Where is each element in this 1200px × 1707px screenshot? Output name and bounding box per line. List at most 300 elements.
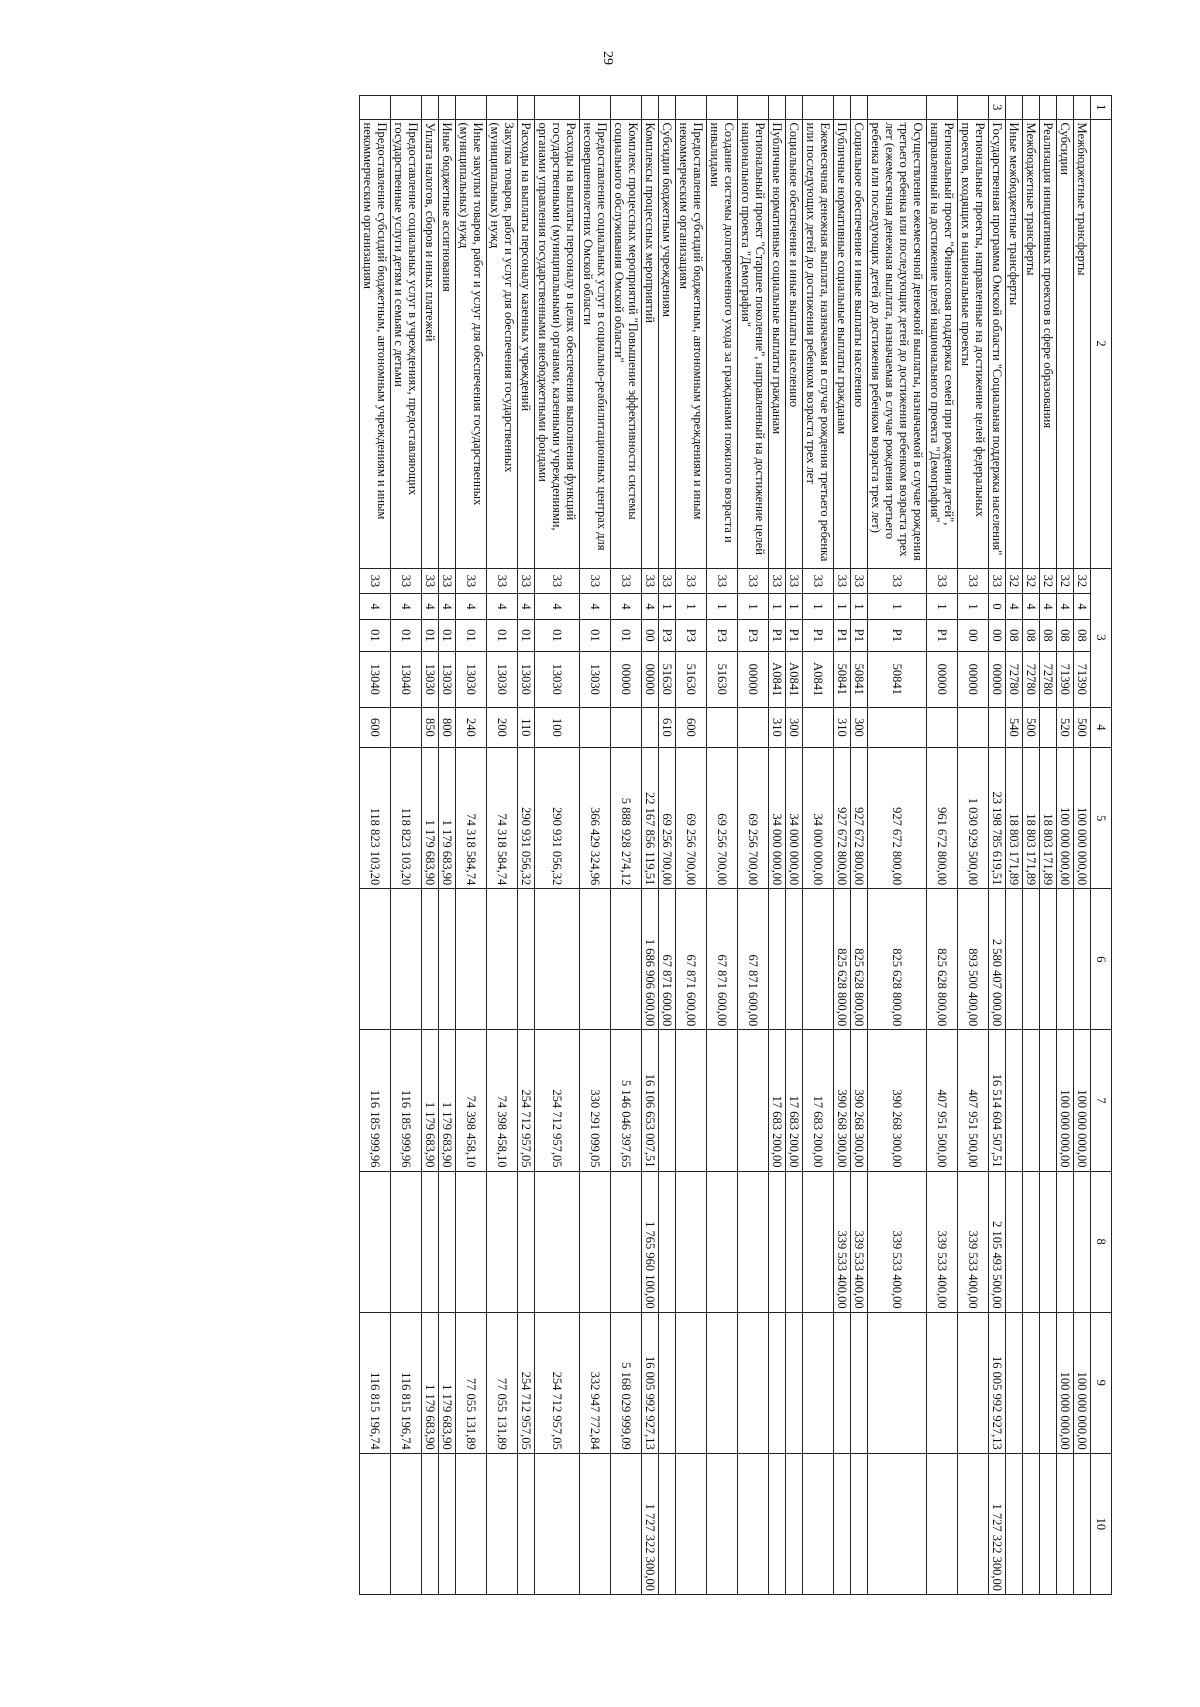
header-col-3: 3: [1091, 568, 1112, 707]
value-col-5: 927 672 800,00: [851, 748, 868, 889]
expense-type: [738, 707, 769, 748]
expense-type: [707, 707, 738, 748]
value-col-7: 1 179 683,90: [422, 1030, 439, 1171]
value-col-9: 77 055 131,89: [456, 1312, 487, 1453]
value-col-5: 74 318 584,74: [456, 748, 487, 889]
value-col-9: [803, 1312, 834, 1453]
row-name: Расходы на выплаты персоналу в целях обеспечения выполнения функций государственными (муниципальными) органами, казенными учреждениями, органами управления государственными внебюджетными фондами: [535, 119, 580, 568]
value-col-5: 69 256 700,00: [738, 748, 769, 889]
value-col-7: [1023, 1030, 1040, 1171]
value-col-5: 69 256 700,00: [676, 748, 707, 889]
value-col-7: 74 398 458,10: [456, 1030, 487, 1171]
value-col-5: 100 000 000,00: [1074, 748, 1091, 889]
value-col-5: 1 030 929 500,00: [958, 748, 989, 889]
value-col-6: 825 628 800,00: [868, 889, 927, 1030]
code-type: 1: [786, 594, 803, 620]
table-row: [518, 96, 535, 1595]
code-subprogram: P1: [803, 619, 834, 651]
row-name: Предоставление социальных услуг в учреждениях, предоставляющих государственные услуги детям и семьям с детьми: [391, 119, 422, 568]
value-col-7: [1006, 1030, 1023, 1171]
expense-type: [927, 707, 958, 748]
code-type: 4: [611, 594, 642, 620]
value-col-9: 116 815 196,74: [360, 1312, 391, 1453]
expense-type: 300: [851, 707, 868, 748]
value-col-5: 22 167 856 119,51: [642, 748, 659, 889]
value-col-7: 116 185 999,96: [360, 1030, 391, 1171]
value-col-6: [422, 889, 439, 1030]
value-col-10: [834, 1453, 851, 1594]
code-subprogram: 08: [1074, 619, 1091, 651]
row-name: Иные бюджетные ассигнования: [439, 119, 456, 568]
code-direction: 51630: [676, 651, 707, 707]
code-subprogram: 00: [989, 619, 1006, 651]
expense-type: [989, 707, 1006, 748]
row-number: [391, 96, 422, 120]
value-col-8: 339 533 400,00: [958, 1171, 989, 1312]
value-col-10: [391, 1453, 422, 1594]
table-row: [1023, 96, 1040, 1595]
value-col-8: [659, 1171, 676, 1312]
value-col-6: [1074, 889, 1091, 1030]
value-col-10: [422, 1453, 439, 1594]
row-name: Предоставление социальных услуг в социально-реабилитационных центрах для несовершеннолетних Омской области: [580, 119, 611, 568]
table-row: [439, 96, 456, 1595]
row-name: Региональный проект "Финансовая поддержка семей при рождении детей", направленный на достижение целей национального проекта "Демография": [927, 119, 958, 568]
value-col-9: 1 179 683,90: [439, 1312, 456, 1453]
code-type: 1: [676, 594, 707, 620]
value-col-9: 254 712 957,05: [518, 1312, 535, 1453]
value-col-5: 5 888 928 274,12: [611, 748, 642, 889]
code-type: 4: [1074, 594, 1091, 620]
row-number: [422, 96, 439, 120]
value-col-5: 290 931 056,32: [535, 748, 580, 889]
code-program: 33: [803, 568, 834, 594]
value-col-9: [1040, 1312, 1057, 1453]
value-col-7: 116 185 999,96: [391, 1030, 422, 1171]
code-subprogram: P3: [707, 619, 738, 651]
code-direction: 00000: [958, 651, 989, 707]
value-col-5: 34 000 000,00: [786, 748, 803, 889]
expense-type: 850: [422, 707, 439, 748]
value-col-7: 390 268 300,00: [851, 1030, 868, 1171]
code-direction: 72780: [1040, 651, 1057, 707]
code-subprogram: 08: [1057, 619, 1074, 651]
code-type: 4: [422, 594, 439, 620]
row-number: [1023, 96, 1040, 120]
code-subprogram: P1: [834, 619, 851, 651]
value-col-10: [1074, 1453, 1091, 1594]
code-type: 4: [642, 594, 659, 620]
row-name: Субсидии: [1057, 119, 1074, 568]
value-col-7: 407 951 500,00: [927, 1030, 958, 1171]
value-col-6: [786, 889, 803, 1030]
value-col-10: [868, 1453, 927, 1594]
value-col-8: [1074, 1171, 1091, 1312]
value-col-8: [391, 1171, 422, 1312]
code-subprogram: P1: [868, 619, 927, 651]
code-subprogram: P1: [927, 619, 958, 651]
row-name: Реализация инициативных проектов в сфере образования: [1040, 119, 1057, 568]
code-type: 1: [958, 594, 989, 620]
value-col-6: [360, 889, 391, 1030]
budget-table: [359, 95, 1112, 1595]
expense-type: 240: [456, 707, 487, 748]
value-col-7: [1040, 1030, 1057, 1171]
code-type: 4: [391, 594, 422, 620]
row-name: Субсидии бюджетным учреждениям: [659, 119, 676, 568]
code-type: 4: [456, 594, 487, 620]
value-col-5: 118 823 103,20: [391, 748, 422, 889]
code-type: 1: [803, 594, 834, 620]
value-col-10: [958, 1453, 989, 1594]
row-number: [659, 96, 676, 120]
value-col-5: 927 672 800,00: [834, 748, 851, 889]
table-row: [676, 96, 707, 1595]
value-col-9: 100 000 000,00: [1074, 1312, 1091, 1453]
code-program: 33: [611, 568, 642, 594]
row-number: [1040, 96, 1057, 120]
table-row: [989, 96, 1006, 1595]
table-row: [659, 96, 676, 1595]
row-number: [1057, 96, 1074, 120]
row-number: [535, 96, 580, 120]
expense-type: 540: [1006, 707, 1023, 748]
value-col-10: 1 727 322 300,00: [989, 1453, 1006, 1594]
value-col-6: [1057, 889, 1074, 1030]
code-program: 33: [456, 568, 487, 594]
code-subprogram: P3: [659, 619, 676, 651]
table-row: [456, 96, 487, 1595]
value-col-7: [659, 1030, 676, 1171]
value-col-5: 1 179 683,90: [439, 748, 456, 889]
code-subprogram: 08: [1023, 619, 1040, 651]
code-direction: 50841: [851, 651, 868, 707]
code-subprogram: 01: [439, 619, 456, 651]
row-number: [769, 96, 786, 120]
code-direction: 50841: [868, 651, 927, 707]
value-col-9: [851, 1312, 868, 1453]
row-name: Осуществление ежемесячной денежной выплаты, назначаемой в случае рождения третьего ребенка или последующих детей до достижения ребенком возраста трех лет (ежемесячная денежная выплата, назначаемая в случае рождения третьего ребенка или последующих детей до достижения ребенком возраста трех лет): [868, 119, 927, 568]
value-col-9: 16 005 992 927,13: [989, 1312, 1006, 1453]
value-col-6: [456, 889, 487, 1030]
code-type: 1: [834, 594, 851, 620]
value-col-9: [769, 1312, 786, 1453]
row-number: [439, 96, 456, 120]
table-row: [535, 96, 580, 1595]
expense-type: [958, 707, 989, 748]
row-number: [868, 96, 927, 120]
value-col-8: [1057, 1171, 1074, 1312]
row-number: [642, 96, 659, 120]
code-subprogram: P1: [851, 619, 868, 651]
value-col-8: 339 533 400,00: [851, 1171, 868, 1312]
code-type: 1: [738, 594, 769, 620]
code-program: 32: [1006, 568, 1023, 594]
code-subprogram: 01: [518, 619, 535, 651]
value-col-8: [1023, 1171, 1040, 1312]
value-col-9: 332 947 772,84: [580, 1312, 611, 1453]
code-program: 33: [868, 568, 927, 594]
value-col-6: 1 686 906 600,00: [642, 889, 659, 1030]
value-col-6: 825 628 800,00: [834, 889, 851, 1030]
value-col-6: [518, 889, 535, 1030]
code-program: 33: [707, 568, 738, 594]
value-col-10: [518, 1453, 535, 1594]
value-col-10: [487, 1453, 518, 1594]
code-type: 1: [868, 594, 927, 620]
value-col-6: [535, 889, 580, 1030]
row-name: Предоставление субсидий бюджетным, автономным учреждениям и иным некоммерческим организациям: [676, 119, 707, 568]
code-subprogram: P3: [738, 619, 769, 651]
expense-type: [580, 707, 611, 748]
value-col-6: 825 628 800,00: [927, 889, 958, 1030]
row-name: Государственная программа Омской области "Социальная поддержка населения": [989, 119, 1006, 568]
code-program: 33: [834, 568, 851, 594]
code-type: 1: [851, 594, 868, 620]
value-col-9: 1 179 683,90: [422, 1312, 439, 1453]
value-col-7: 74 398 458,10: [487, 1030, 518, 1171]
code-program: 33: [989, 568, 1006, 594]
row-name: Межбюджетные трансферты: [1023, 119, 1040, 568]
row-name: Социальное обеспечение и иные выплаты населению: [786, 119, 803, 568]
table-row: [487, 96, 518, 1595]
budget-table-frame: [97, 95, 1112, 1595]
code-subprogram: P1: [769, 619, 786, 651]
code-subprogram: P1: [786, 619, 803, 651]
value-col-7: 1 179 683,90: [439, 1030, 456, 1171]
expense-type: 600: [360, 707, 391, 748]
header-col-10: 10: [1091, 1453, 1112, 1594]
value-col-6: 67 871 600,00: [659, 889, 676, 1030]
code-subprogram: 01: [580, 619, 611, 651]
value-col-7: [676, 1030, 707, 1171]
row-name: Уплата налогов, сборов и иных платежей: [422, 119, 439, 568]
value-col-9: [738, 1312, 769, 1453]
value-col-10: [803, 1453, 834, 1594]
code-direction: 00000: [611, 651, 642, 707]
row-number: [1006, 96, 1023, 120]
value-col-9: 254 712 957,05: [535, 1312, 580, 1453]
value-col-5: 100 000 000,00: [1057, 748, 1074, 889]
value-col-8: [518, 1171, 535, 1312]
value-col-6: 2 580 407 000,00: [989, 889, 1006, 1030]
value-col-9: [958, 1312, 989, 1453]
code-program: 33: [958, 568, 989, 594]
value-col-7: 407 951 500,00: [958, 1030, 989, 1171]
row-name: Создание системы долговременного ухода за гражданами пожилого возраста и инвалидами: [707, 119, 738, 568]
value-col-9: [1023, 1312, 1040, 1453]
code-type: 1: [769, 594, 786, 620]
expense-type: 310: [769, 707, 786, 748]
page-number: 29: [600, 51, 615, 65]
code-direction: A0841: [769, 651, 786, 707]
value-col-7: 390 268 300,00: [868, 1030, 927, 1171]
code-direction: 13030: [535, 651, 580, 707]
row-number: [786, 96, 803, 120]
code-direction: 72780: [1006, 651, 1023, 707]
code-program: 33: [360, 568, 391, 594]
code-program: 33: [786, 568, 803, 594]
value-col-8: 339 533 400,00: [834, 1171, 851, 1312]
code-subprogram: 00: [642, 619, 659, 651]
row-name: Публичные нормативные социальные выплаты гражданам: [834, 119, 851, 568]
code-subprogram: 08: [1040, 619, 1057, 651]
value-col-10: [786, 1453, 803, 1594]
value-col-8: [422, 1171, 439, 1312]
code-direction: 13030: [422, 651, 439, 707]
value-col-10: [580, 1453, 611, 1594]
code-direction: 13030: [580, 651, 611, 707]
code-subprogram: 01: [611, 619, 642, 651]
value-col-5: 118 823 103,20: [360, 748, 391, 889]
code-program: 32: [1057, 568, 1074, 594]
expense-type: [1040, 707, 1057, 748]
code-program: 33: [535, 568, 580, 594]
value-col-6: [611, 889, 642, 1030]
expense-type: [642, 707, 659, 748]
code-program: 33: [391, 568, 422, 594]
row-number: [487, 96, 518, 120]
row-name: Региональные проекты, направленные на достижение целей федеральных проектов, входящих в национальные проекты: [958, 119, 989, 568]
table-row: [769, 96, 786, 1595]
value-col-10: [927, 1453, 958, 1594]
header-col-2: 2: [1091, 119, 1112, 568]
value-col-9: [676, 1312, 707, 1453]
value-col-8: [738, 1171, 769, 1312]
code-type: 1: [927, 594, 958, 620]
header-col-7: 7: [1091, 1030, 1112, 1171]
value-col-6: [487, 889, 518, 1030]
table-row: [1040, 96, 1057, 1595]
expense-type: 110: [518, 707, 535, 748]
code-type: 1: [707, 594, 738, 620]
value-col-7: 16 106 653 007,51: [642, 1030, 659, 1171]
code-direction: 13030: [439, 651, 456, 707]
expense-type: 800: [439, 707, 456, 748]
code-program: 33: [642, 568, 659, 594]
table-row: [360, 96, 391, 1595]
value-col-8: [456, 1171, 487, 1312]
code-type: 4: [535, 594, 580, 620]
value-col-5: 290 931 056,32: [518, 748, 535, 889]
value-col-5: 69 256 700,00: [659, 748, 676, 889]
value-col-8: [611, 1171, 642, 1312]
row-name: Публичные нормативные социальные выплаты гражданам: [769, 119, 786, 568]
code-subprogram: 01: [391, 619, 422, 651]
value-col-7: 17 683 200,00: [803, 1030, 834, 1171]
row-number: [456, 96, 487, 120]
value-col-10: [676, 1453, 707, 1594]
value-col-5: 18 803 171,89: [1006, 748, 1023, 889]
value-col-10: [360, 1453, 391, 1594]
code-program: 33: [580, 568, 611, 594]
value-col-6: [1006, 889, 1023, 1030]
expense-type: 100: [535, 707, 580, 748]
table-row: [868, 96, 927, 1595]
code-type: 4: [360, 594, 391, 620]
value-col-8: [707, 1171, 738, 1312]
value-col-5: 74 318 584,74: [487, 748, 518, 889]
code-subprogram: 01: [360, 619, 391, 651]
code-type: 4: [439, 594, 456, 620]
expense-type: [611, 707, 642, 748]
value-col-5: 69 256 700,00: [707, 748, 738, 889]
code-type: 4: [1023, 594, 1040, 620]
code-direction: 13040: [391, 651, 422, 707]
expense-type: [391, 707, 422, 748]
code-program: 33: [518, 568, 535, 594]
value-col-8: [580, 1171, 611, 1312]
header-row: [1091, 96, 1112, 1595]
table-row: [580, 96, 611, 1595]
row-name: Социальное обеспечение и иные выплаты населению: [851, 119, 868, 568]
row-number: [707, 96, 738, 120]
code-program: 32: [1074, 568, 1091, 594]
value-col-7: 16 514 604 507,51: [989, 1030, 1006, 1171]
table-row: [786, 96, 803, 1595]
row-name: Ежемесячная денежная выплата, назначаемая в случае рождения третьего ребенка или последующих детей до достижения ребенком возраста трех лет: [803, 119, 834, 568]
code-program: 33: [422, 568, 439, 594]
code-subprogram: P3: [676, 619, 707, 651]
value-col-10: [738, 1453, 769, 1594]
table-row: [1074, 96, 1091, 1595]
value-col-5: 18 803 171,89: [1040, 748, 1057, 889]
row-name: Региональный проект "Старшее поколение", направленный на достижение целей национального проекта "Демография": [738, 119, 769, 568]
expense-type: [868, 707, 927, 748]
value-col-7: [738, 1030, 769, 1171]
code-subprogram: 01: [535, 619, 580, 651]
row-number: [580, 96, 611, 120]
value-col-7: 100 000 000,00: [1074, 1030, 1091, 1171]
value-col-9: 77 055 131,89: [487, 1312, 518, 1453]
code-program: 33: [927, 568, 958, 594]
value-col-10: [1023, 1453, 1040, 1594]
value-col-5: 34 000 000,00: [803, 748, 834, 889]
expense-type: 200: [487, 707, 518, 748]
value-col-10: [769, 1453, 786, 1594]
table-row: [422, 96, 439, 1595]
code-subprogram: 01: [487, 619, 518, 651]
row-name: Предоставление субсидий бюджетным, автономным учреждениям и иным некоммерческим организациям: [360, 119, 391, 568]
value-col-8: 339 533 400,00: [927, 1171, 958, 1312]
expense-type: 500: [1074, 707, 1091, 748]
value-col-7: [707, 1030, 738, 1171]
row-name: Межбюджетные трансферты: [1074, 119, 1091, 568]
row-number: [360, 96, 391, 120]
value-col-9: [659, 1312, 676, 1453]
value-col-8: [676, 1171, 707, 1312]
row-name: Иные межбюджетные трансферты: [1006, 119, 1023, 568]
table-row: [642, 96, 659, 1595]
code-direction: 51630: [707, 651, 738, 707]
code-subprogram: 01: [422, 619, 439, 651]
value-col-8: [769, 1171, 786, 1312]
value-col-10: [1057, 1453, 1074, 1594]
value-col-9: 100 000 000,00: [1057, 1312, 1074, 1453]
value-col-10: [707, 1453, 738, 1594]
header-col-8: 8: [1091, 1171, 1112, 1312]
code-direction: A0841: [786, 651, 803, 707]
code-program: 33: [487, 568, 518, 594]
code-type: 4: [1057, 594, 1074, 620]
value-col-7: 17 683 200,00: [786, 1030, 803, 1171]
table-row: [611, 96, 642, 1595]
value-col-10: [439, 1453, 456, 1594]
value-col-10: [1040, 1453, 1057, 1594]
row-name: Иные закупки товаров, работ и услуг для обеспечения государственных (муниципальных) нужд: [456, 119, 487, 568]
code-direction: 51630: [659, 651, 676, 707]
code-program: 32: [1023, 568, 1040, 594]
